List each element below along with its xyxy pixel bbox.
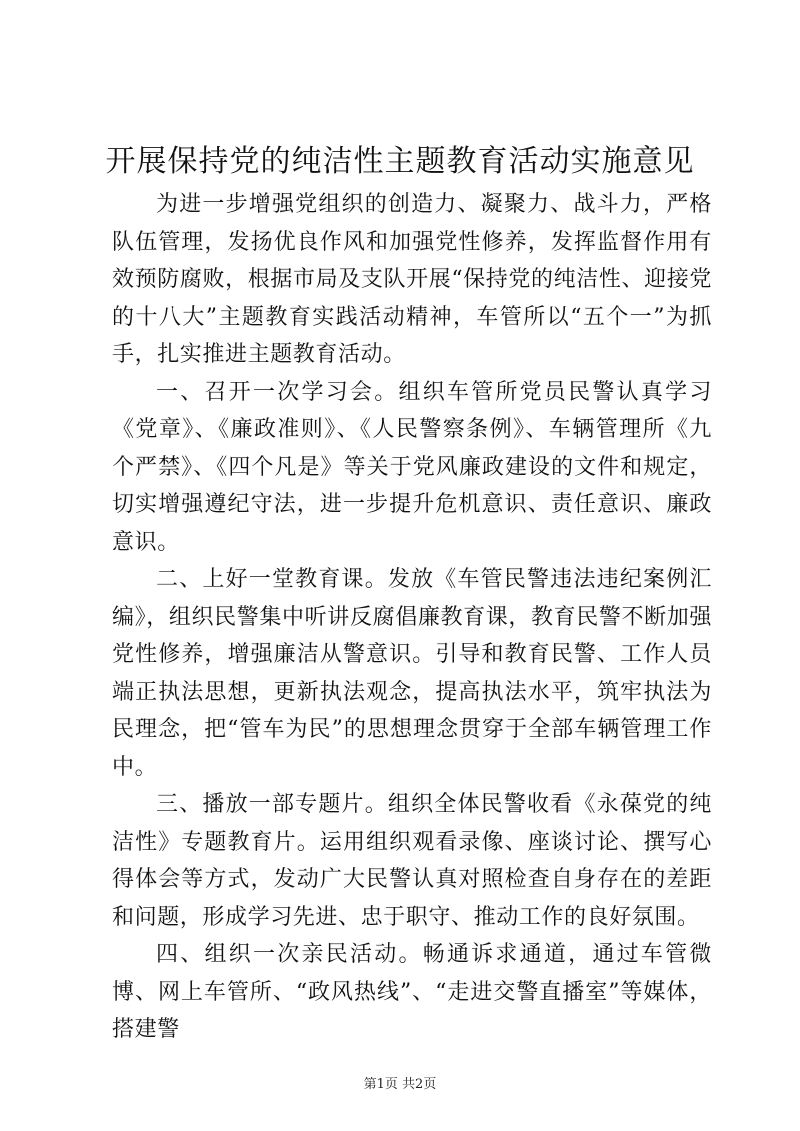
- paragraph-public-activity: 四、组织一次亲民活动。畅通诉求通道，通过车管微博、网上车管所、“政风热线”、“走进交警直播室”等媒体，搭建警: [112, 942, 712, 1042]
- paragraph-intro: 为进一步增强党组织的创造力、凝聚力、战斗力，严格队伍管理，发扬优良作风和加强党性修养，发挥监督作用有效预防腐败，根据市局及支队开展“保持党的纯洁性、迎接党的十八大”主题教育实践活动精神，车管所以“五个一”为抓手，扎实推进主题教育活动。: [112, 192, 712, 367]
- paragraph-education-class: 二、上好一堂教育课。发放《车管民警违法违纪案例汇编》，组织民警集中听讲反腐倡廉教育课，教育民警不断加强党性修养，增强廉洁从警意识。引导和教育民警、工作人员端正执法思想，更新执法观念，提高执法水平，筑牢执法为民理念，把“管车为民”的思想理念贯穿于全部车辆管理工作中。: [112, 567, 712, 780]
- page-footer: 第1页 共2页: [363, 1077, 437, 1092]
- paragraph-study-meeting: 一、召开一次学习会。组织车管所党员民警认真学习《党章》、《廉政准则》、《人民警察条例》、车辆管理所《九个严禁》、《四个凡是》等关于党风廉政建设的文件和规定，切实增强遵纪守法，进一步提升危机意识、责任意识、廉政意识。: [112, 379, 712, 555]
- document-body: [112, 186, 712, 1049]
- document-title: 开展保持党的纯洁性主题教育活动实施意见: [105, 144, 695, 179]
- paragraph-special-film: 三、播放一部专题片。组织全体民警收看《永葆党的纯洁性》专题教育片。运用组织观看录像、座谈讨论、撰写心得体会等方式，发动广大民警认真对照检查自身存在的差距和问题，形成学习先进、忠于职守、推动工作的良好氛围。: [112, 792, 712, 930]
